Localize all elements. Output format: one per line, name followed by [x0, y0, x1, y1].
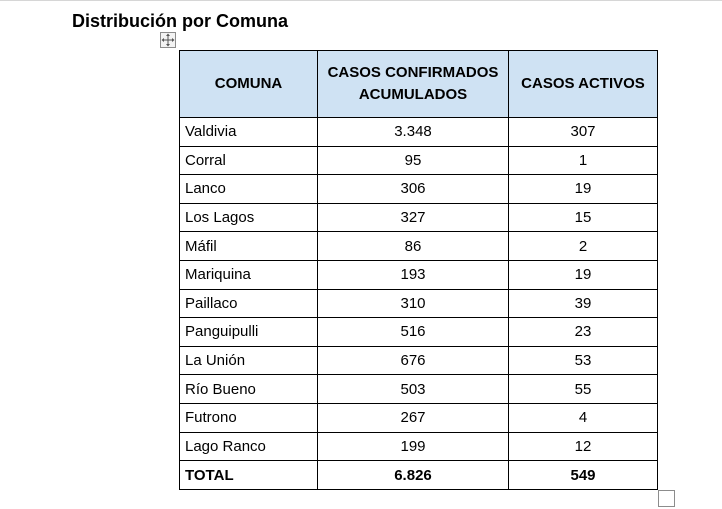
table-row [180, 346, 658, 375]
cases-by-comuna-table [179, 50, 658, 490]
table-move-handle[interactable] [160, 32, 176, 48]
table-row [180, 432, 658, 461]
header-casos-confirmados: CASOS CONFIRMADOS ACUMULADOS [318, 51, 509, 118]
cell-comuna: Valdivia [180, 118, 318, 147]
cell-casos-activos: 2 [509, 232, 658, 261]
total-label: TOTAL [180, 461, 318, 490]
cell-comuna: Mariquina [180, 260, 318, 289]
header-casos-activos: CASOS ACTIVOS [509, 51, 658, 118]
header-comuna: COMUNA [180, 51, 318, 118]
table-row [180, 260, 658, 289]
cell-casos-confirmados: 267 [318, 403, 509, 432]
cell-casos-activos: 4 [509, 403, 658, 432]
cell-casos-activos: 23 [509, 318, 658, 347]
cell-casos-confirmados: 199 [318, 432, 509, 461]
table-row [180, 375, 658, 404]
cell-casos-confirmados: 86 [318, 232, 509, 261]
section-heading: Distribución por Comuna [72, 11, 288, 31]
cell-casos-confirmados: 676 [318, 346, 509, 375]
table-total-row [180, 461, 658, 490]
table-row [180, 232, 658, 261]
cell-comuna: Lanco [180, 175, 318, 204]
table-row [180, 175, 658, 204]
cell-casos-activos: 19 [509, 260, 658, 289]
table-row [180, 118, 658, 147]
cell-casos-confirmados: 516 [318, 318, 509, 347]
cell-casos-activos: 307 [509, 118, 658, 147]
cell-comuna: Máfil [180, 232, 318, 261]
cell-comuna: La Unión [180, 346, 318, 375]
total-confirmados: 6.826 [318, 461, 509, 490]
table-row [180, 203, 658, 232]
cell-comuna: Río Bueno [180, 375, 318, 404]
table-row [180, 289, 658, 318]
cell-comuna: Paillaco [180, 289, 318, 318]
cell-casos-activos: 15 [509, 203, 658, 232]
cell-casos-confirmados: 193 [318, 260, 509, 289]
table-header-row [180, 51, 658, 118]
cell-casos-confirmados: 503 [318, 375, 509, 404]
cell-casos-confirmados: 306 [318, 175, 509, 204]
cell-comuna: Panguipulli [180, 318, 318, 347]
cell-casos-confirmados: 3.348 [318, 118, 509, 147]
table-resize-handle[interactable] [658, 490, 675, 507]
cell-casos-activos: 55 [509, 375, 658, 404]
cell-comuna: Corral [180, 146, 318, 175]
cell-casos-confirmados: 310 [318, 289, 509, 318]
cell-casos-activos: 1 [509, 146, 658, 175]
cell-casos-activos: 53 [509, 346, 658, 375]
table-row [180, 403, 658, 432]
cell-casos-activos: 39 [509, 289, 658, 318]
cell-casos-confirmados: 327 [318, 203, 509, 232]
cell-comuna: Lago Ranco [180, 432, 318, 461]
table-row [180, 146, 658, 175]
cell-casos-activos: 19 [509, 175, 658, 204]
total-activos: 549 [509, 461, 658, 490]
move-arrows-icon [161, 33, 175, 47]
cell-comuna: Futrono [180, 403, 318, 432]
cell-comuna: Los Lagos [180, 203, 318, 232]
table-row [180, 318, 658, 347]
page-top-edge [0, 0, 722, 1]
cell-casos-activos: 12 [509, 432, 658, 461]
cell-casos-confirmados: 95 [318, 146, 509, 175]
